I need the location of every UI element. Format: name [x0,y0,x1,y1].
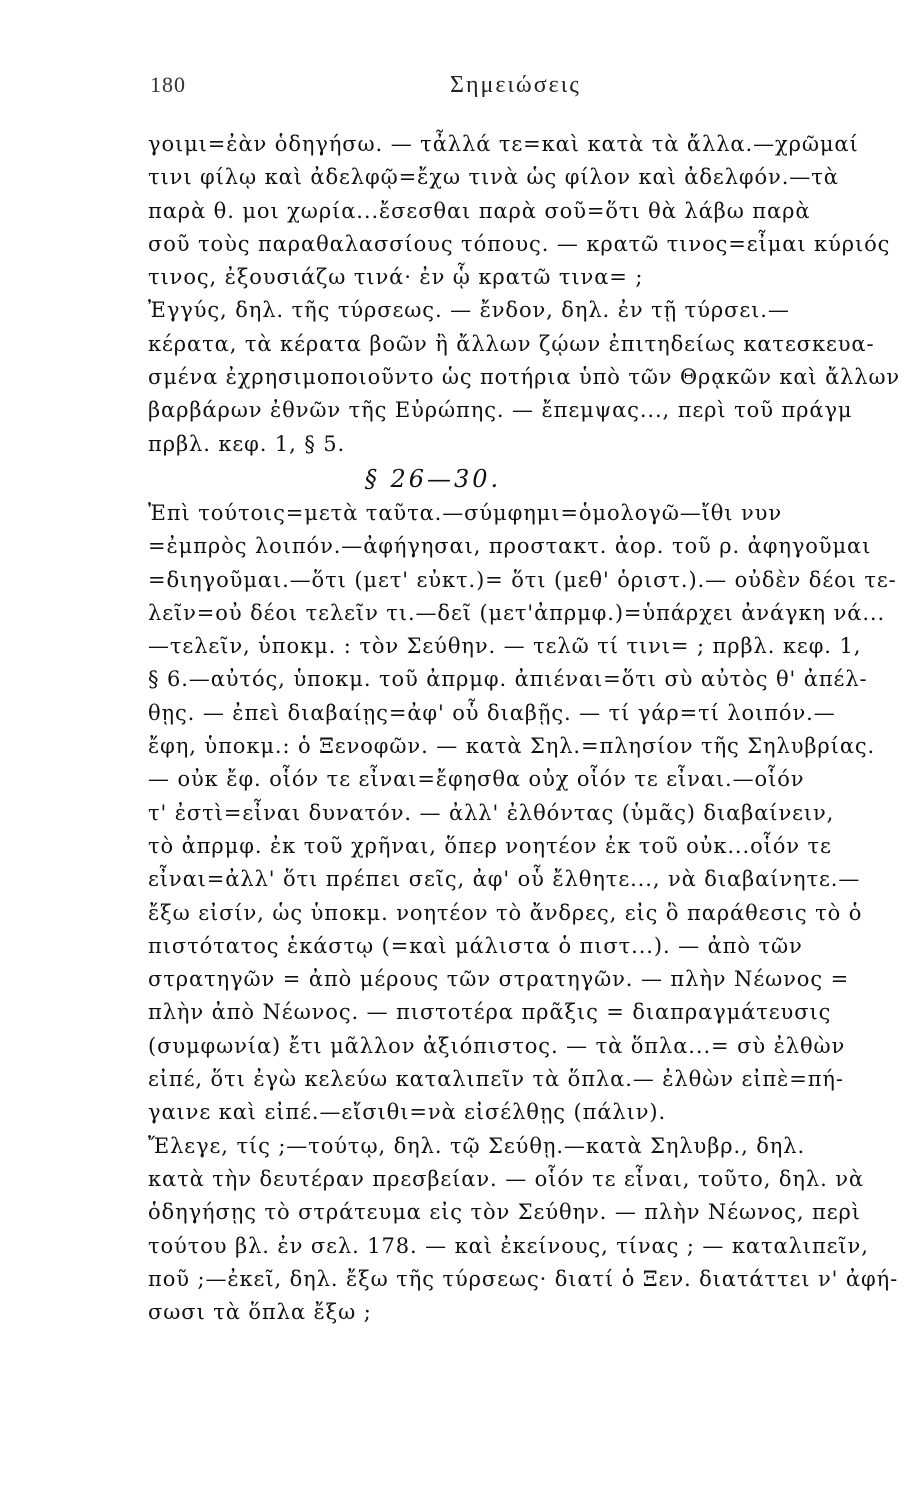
text-line: ποῦ ;—ἐκεῖ, δηλ. ἔξω τῆς τύρσεως· διατί ὁ Ξεν. διατάττει ν' ἀφή- [148,1266,899,1291]
text-line: πιστότατος ἑκάστῳ (=καὶ μάλιστα ὁ πιστ...). — ἀπὸ τῶν [148,933,803,958]
text-line: σωσι τὰ ὅπλα ἔξω ; [148,1300,372,1325]
text-line: εἰπέ, ὅτι ἐγὼ κελεύω καταλιπεῖν τὰ ὅπλα.— ἐλθὼν εἰπὲ=πή- [148,1067,844,1092]
text-line: σοῦ τοὺς παραθαλασσίους τόπους. — κρατῶ τινος=εἶμαι κύριός [148,231,891,256]
section-heading: § 26—30. [364,464,502,493]
text-line: ἔφη, ὑποκμ.: ὁ Ξενοφῶν. — κατὰ Σηλ.=πλησίον τῆς Σηλυβρίας. [148,734,876,759]
text-block-after-heading [148,497,913,1329]
text-line: τινος, ἐξουσιάζω τινά· ἐν ᾧ κρατῶ τινα= ; [148,265,644,290]
text-line: Ἐπὶ τούτοις=μετὰ ταῦτα.—σύμφημι=ὁμολογῶ—ἴθι νυν [148,500,783,525]
text-line: λεῖν=οὐ δέοι τελεῖν τι.—δεῖ (μετ'ἀπρμφ.)=ὑπάρχει ἀνάγκη νά... [148,600,886,625]
text-line: =ἐμπρὸς λοιπόν.—ἀφήγησαι, προστακτ. ἀορ. τοῦ ρ. ἀφηγοῦμαι [148,534,872,559]
text-line: ἔξω εἰσίν, ὡς ὑποκμ. νοητέον τὸ ἄνδρες, εἰς ὃ παράθεσις τὸ ὁ [148,900,863,925]
text-line: παρὰ θ. μοι χωρία...ἔσεσθαι παρὰ σοῦ=ὅτι θὰ λάβω παρὰ [148,198,811,223]
page-header [150,72,913,104]
text-line: Ἔλεγε, τίς ;—τούτῳ, δηλ. τῷ Σεύθῃ.—κατὰ Σηλυβρ., δηλ. [148,1133,806,1158]
text-line: στρατηγῶν = ἀπὸ μέρους τῶν στρατηγῶν. — πλὴν Νέωνος = [148,967,850,992]
text-line: τούτου βλ. ἐν σελ. 178. — καὶ ἐκείνους, τίνας ; — καταλιπεῖν, [148,1233,869,1258]
text-line: τὸ ἀπρμφ. ἐκ τοῦ χρῆναι, ὅπερ νοητέον ἐκ τοῦ οὐκ...οἷόν τε [148,833,832,858]
text-line: Ἐγγύς, δηλ. τῆς τύρσεως. — ἔνδον, δηλ. ἐν τῇ τύρσει.— [148,298,790,323]
text-line: — οὐκ ἔφ. οἷόν τε εἶναι=ἔφησθα οὐχ οἷόν τε εἶναι.—οἷόν [148,767,805,792]
text-block-before-heading [148,128,913,461]
text-line: πλὴν ἀπὸ Νέωνος. — πιστοτέρα πρᾶξις = διαπραγμάτευσις [148,1000,832,1025]
text-line: σμένα ἐχρησιμοποιοῦντο ὡς ποτήρια ὑπὸ τῶν Θρᾳκῶν καὶ ἄλλων [148,365,901,390]
text-line: κέρατα, τὰ κέρατα βοῶν ἢ ἄλλων ζῴων ἐπιτηδείως κατεσκευα- [148,331,875,356]
page-number: 180 [150,72,186,97]
text-line: =διηγοῦμαι.—ὅτι (μετ' εὐκτ.)= ὅτι (μεθ' ὁριστ.).— οὐδὲν δέοι τε- [148,567,897,592]
text-line: ὁδηγήσῃς τὸ στράτευμα εἰς τὸν Σεύθην. — πλὴν Νέωνος, περὶ [148,1200,861,1225]
text-line: πρβλ. κεφ. 1, § 5. [148,431,346,456]
text-line: βαρβάρων ἐθνῶν τῆς Εὐρώπης. — ἔπεμψας..., περὶ τοῦ πράγμ [148,398,853,423]
text-line: (συμφωνία) ἔτι μᾶλλον ἀξιόπιστος. — τὰ ὅπλα...= σὺ ἐλθὼν [148,1033,846,1058]
text-line: εἶναι=ἀλλ' ὅτι πρέπει σεῖς, ἀφ' οὗ ἔλθητε..., νὰ διαβαίνητε.— [148,867,861,892]
running-title: Σημειώσεις [450,72,581,98]
text-line: τινι φίλῳ καὶ ἀδελφῷ=ἔχω τινὰ ὡς φίλον καὶ ἀδελφόν.—τὰ [148,165,839,190]
text-line: τ' ἐστὶ=εἶναι δυνατόν. — ἀλλ' ἐλθόντας (ὑμᾶς) διαβαίνειν, [148,800,835,825]
text-line: γοιμι=ἐὰν ὁδηγήσω. — τἆλλά τε=καὶ κατὰ τὰ ἄλλα.—χρῶμαί [148,132,859,156]
text-line: § 6.—αὐτός, ὑποκμ. τοῦ ἀπρμφ. ἀπιέναι=ὅτι σὺ αὐτὸς θ' ἀπέλ- [148,667,868,692]
text-line: γαινε καὶ εἰπέ.—εἴσιθι=νὰ εἰσέλθῃς (πάλιν). [148,1100,667,1125]
text-line: κατὰ τὴν δευτέραν πρεσβείαν. — οἷόν τε εἶναι, τοῦτο, δηλ. νὰ [148,1166,865,1191]
page-body [148,128,913,1329]
text-line: θῃς. — ἐπεὶ διαβαίῃς=ἀφ' οὗ διαβῇς. — τί γάρ=τί λοιπόν.— [148,700,836,725]
text-line: —τελεῖν, ὑποκμ. : τὸν Σεύθην. — τελῶ τί τινι= ; πρβλ. κεφ. 1, [148,634,862,659]
